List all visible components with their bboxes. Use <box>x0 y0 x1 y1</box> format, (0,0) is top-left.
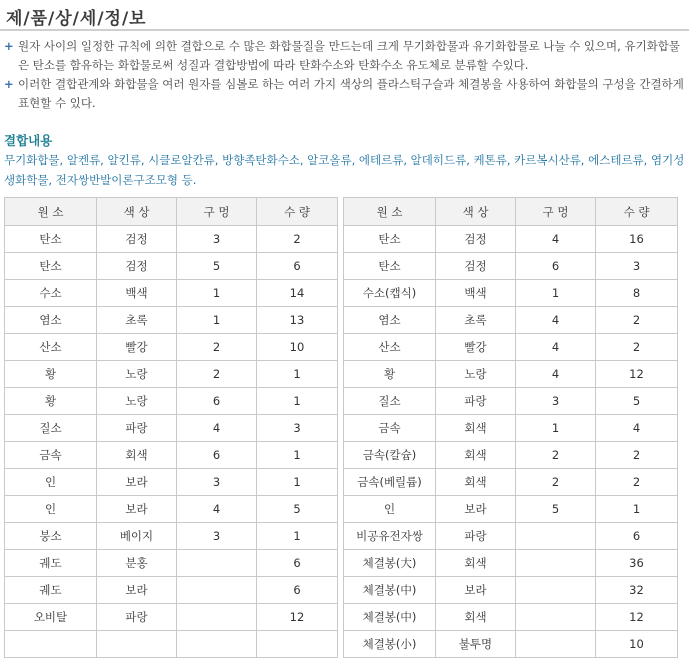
cell-quantity: 2 <box>596 334 678 361</box>
component-table-left <box>4 197 338 658</box>
description-list <box>4 37 688 113</box>
table-row <box>5 307 338 334</box>
cell-element: 궤도 <box>5 550 97 577</box>
table-row <box>5 469 338 496</box>
cell-color: 파랑 <box>97 415 177 442</box>
cell-quantity: 4 <box>596 415 678 442</box>
cell-quantity <box>257 631 338 658</box>
cell-color: 백색 <box>436 280 516 307</box>
cell-element: 금속 <box>5 442 97 469</box>
header-element: 원 소 <box>344 198 436 226</box>
cell-element: 염소 <box>5 307 97 334</box>
cell-element: 산소 <box>5 334 97 361</box>
cell-holes <box>516 604 596 631</box>
cell-color: 보라 <box>97 469 177 496</box>
cell-color: 보라 <box>436 496 516 523</box>
cell-element: 궤도 <box>5 577 97 604</box>
cell-element: 산소 <box>344 334 436 361</box>
cell-quantity: 2 <box>596 469 678 496</box>
cell-holes <box>177 604 257 631</box>
cell-element: 수소 <box>5 280 97 307</box>
table-row <box>344 631 678 658</box>
cell-holes <box>177 631 257 658</box>
cell-element: 황 <box>344 361 436 388</box>
cell-element: 염소 <box>344 307 436 334</box>
cell-color: 보라 <box>436 577 516 604</box>
cell-quantity: 10 <box>257 334 338 361</box>
table-row <box>344 523 678 550</box>
cell-color: 초록 <box>436 307 516 334</box>
table-row <box>344 469 678 496</box>
cell-holes: 4 <box>516 226 596 253</box>
cell-holes: 1 <box>177 280 257 307</box>
table-row <box>344 334 678 361</box>
cell-holes: 5 <box>516 496 596 523</box>
cell-element: 인 <box>5 496 97 523</box>
cell-element: 질소 <box>344 388 436 415</box>
cell-element: 금속 <box>344 415 436 442</box>
cell-quantity: 36 <box>596 550 678 577</box>
cell-color: 회색 <box>436 469 516 496</box>
table-row <box>344 550 678 577</box>
cell-quantity: 12 <box>596 604 678 631</box>
cell-quantity: 16 <box>596 226 678 253</box>
table-row <box>5 334 338 361</box>
table-row <box>5 496 338 523</box>
table-row <box>5 550 338 577</box>
cell-holes: 6 <box>177 388 257 415</box>
cell-element: 황 <box>5 388 97 415</box>
cell-color: 검정 <box>436 226 516 253</box>
cell-quantity: 1 <box>257 361 338 388</box>
cell-color: 빨강 <box>97 334 177 361</box>
cell-quantity: 13 <box>257 307 338 334</box>
cell-quantity: 2 <box>596 442 678 469</box>
cell-quantity: 12 <box>596 361 678 388</box>
cell-holes: 4 <box>516 361 596 388</box>
cell-element: 질소 <box>5 415 97 442</box>
table-header-row <box>344 198 678 226</box>
cell-color: 빨강 <box>436 334 516 361</box>
cell-color: 보라 <box>97 577 177 604</box>
page-title: 제/품/상/세/정/보 <box>6 9 147 29</box>
cell-element: 탄소 <box>344 226 436 253</box>
cell-element: 인 <box>5 469 97 496</box>
table-row <box>5 631 338 658</box>
cell-element: 금속(칼슘) <box>344 442 436 469</box>
section-title: 결합내용 <box>4 133 53 148</box>
cell-color: 노랑 <box>97 361 177 388</box>
cell-holes: 2 <box>516 469 596 496</box>
cell-element: 황 <box>5 361 97 388</box>
table-row <box>344 442 678 469</box>
plus-icon: + <box>4 77 14 91</box>
cell-holes: 3 <box>177 523 257 550</box>
cell-quantity: 5 <box>596 388 678 415</box>
component-table-right <box>343 197 678 658</box>
header-color: 색 상 <box>97 198 177 226</box>
cell-color: 분홍 <box>97 550 177 577</box>
cell-color: 불투명 <box>436 631 516 658</box>
cell-holes: 4 <box>177 496 257 523</box>
cell-element: 붕소 <box>5 523 97 550</box>
cell-quantity: 1 <box>257 388 338 415</box>
cell-quantity: 3 <box>596 253 678 280</box>
table-row <box>344 226 678 253</box>
cell-element: 탄소 <box>344 253 436 280</box>
cell-holes: 3 <box>516 388 596 415</box>
table-row <box>5 361 338 388</box>
cell-quantity: 6 <box>257 577 338 604</box>
cell-color: 회색 <box>436 415 516 442</box>
description-text: 원자 사이의 일정한 규칙에 의한 결합으로 수 많은 화합물질을 만드는데 크게 무기화합물과 유기화합물로 나눌 수 있으며, 유기화합물은 탄소를 함유하는 화합물로써 성질과 결합방법에 따라 탄화수소와 탄화수소 유도체로 분류할 수있다. <box>18 39 681 72</box>
header-quantity: 수 량 <box>596 198 678 226</box>
cell-holes: 3 <box>177 226 257 253</box>
cell-color: 회색 <box>436 442 516 469</box>
table-row <box>344 307 678 334</box>
cell-element: 체결봉(中) <box>344 577 436 604</box>
cell-holes <box>516 631 596 658</box>
description-item <box>4 37 688 75</box>
cell-quantity: 8 <box>596 280 678 307</box>
cell-element: 수소(캡식) <box>344 280 436 307</box>
cell-quantity: 2 <box>596 307 678 334</box>
cell-color: 검정 <box>436 253 516 280</box>
cell-color: 검정 <box>97 226 177 253</box>
description-item <box>4 75 688 113</box>
header-color: 색 상 <box>436 198 516 226</box>
description-text: 이러한 결합관계와 화합물을 여러 원자를 심볼로 하는 여러 가지 색상의 플라스틱구슬과 체결봉을 사용하여 화합물의 구성을 간결하게 표현할 수 있다. <box>18 77 684 110</box>
table-row <box>5 604 338 631</box>
cell-holes: 3 <box>177 469 257 496</box>
cell-quantity: 14 <box>257 280 338 307</box>
cell-quantity: 6 <box>257 253 338 280</box>
cell-color: 파랑 <box>436 523 516 550</box>
cell-element: 체결봉(中) <box>344 604 436 631</box>
table-row <box>344 604 678 631</box>
cell-element: 인 <box>344 496 436 523</box>
cell-quantity: 32 <box>596 577 678 604</box>
cell-element: 오비탈 <box>5 604 97 631</box>
cell-holes <box>177 550 257 577</box>
cell-quantity: 5 <box>257 496 338 523</box>
table-header-row <box>5 198 338 226</box>
cell-quantity: 1 <box>257 523 338 550</box>
cell-quantity: 10 <box>596 631 678 658</box>
cell-color: 노랑 <box>436 361 516 388</box>
table-row <box>344 388 678 415</box>
cell-element <box>5 631 97 658</box>
cell-color <box>97 631 177 658</box>
cell-holes: 2 <box>177 361 257 388</box>
table-row <box>344 361 678 388</box>
cell-holes: 6 <box>516 253 596 280</box>
cell-holes: 4 <box>516 334 596 361</box>
plus-icon: + <box>4 39 14 53</box>
table-row <box>344 577 678 604</box>
cell-color: 회색 <box>436 604 516 631</box>
table-row <box>5 226 338 253</box>
cell-holes <box>516 577 596 604</box>
cell-holes: 4 <box>516 307 596 334</box>
cell-quantity: 12 <box>257 604 338 631</box>
table-row <box>344 415 678 442</box>
table-row <box>344 253 678 280</box>
table-row <box>5 388 338 415</box>
cell-holes: 1 <box>516 415 596 442</box>
cell-holes: 2 <box>516 442 596 469</box>
cell-element: 체결봉(小) <box>344 631 436 658</box>
header-element: 원 소 <box>5 198 97 226</box>
cell-color: 초록 <box>97 307 177 334</box>
cell-holes <box>516 550 596 577</box>
cell-quantity: 1 <box>257 469 338 496</box>
table-row <box>5 415 338 442</box>
cell-color: 검정 <box>97 253 177 280</box>
cell-color: 베이지 <box>97 523 177 550</box>
cell-holes: 2 <box>177 334 257 361</box>
cell-color: 백색 <box>97 280 177 307</box>
cell-holes: 1 <box>177 307 257 334</box>
cell-color: 파랑 <box>97 604 177 631</box>
cell-holes: 5 <box>177 253 257 280</box>
cell-element: 탄소 <box>5 253 97 280</box>
header-quantity: 수 량 <box>257 198 338 226</box>
cell-element: 체결봉(大) <box>344 550 436 577</box>
table-row <box>5 577 338 604</box>
section-content: 무기화합물, 알켄류, 알킨류, 시클로알칸류, 방향족탄화수소, 알코올류, 에테르류, 알데히드류, 케톤류, 카르복시산류, 에스테르류, 염기성생화학물, 전자쌍반발이론구조모형 등. <box>4 153 685 187</box>
table-row <box>5 280 338 307</box>
cell-holes: 1 <box>516 280 596 307</box>
table-row <box>5 523 338 550</box>
cell-quantity: 1 <box>596 496 678 523</box>
cell-quantity: 1 <box>257 442 338 469</box>
cell-color: 노랑 <box>97 388 177 415</box>
header-holes: 구 멍 <box>177 198 257 226</box>
table-row <box>5 442 338 469</box>
cell-holes: 4 <box>177 415 257 442</box>
cell-quantity: 6 <box>596 523 678 550</box>
cell-quantity: 2 <box>257 226 338 253</box>
cell-holes <box>177 577 257 604</box>
cell-element: 금속(베릴륨) <box>344 469 436 496</box>
table-row <box>344 280 678 307</box>
title-divider <box>0 29 689 31</box>
cell-quantity: 6 <box>257 550 338 577</box>
cell-holes: 6 <box>177 442 257 469</box>
table-row <box>344 496 678 523</box>
cell-quantity: 3 <box>257 415 338 442</box>
cell-color: 파랑 <box>436 388 516 415</box>
table-row <box>5 253 338 280</box>
cell-element: 탄소 <box>5 226 97 253</box>
cell-element: 비공유전자쌍 <box>344 523 436 550</box>
cell-color: 회색 <box>436 550 516 577</box>
cell-color: 보라 <box>97 496 177 523</box>
cell-color: 회색 <box>97 442 177 469</box>
cell-holes <box>516 523 596 550</box>
header-holes: 구 멍 <box>516 198 596 226</box>
